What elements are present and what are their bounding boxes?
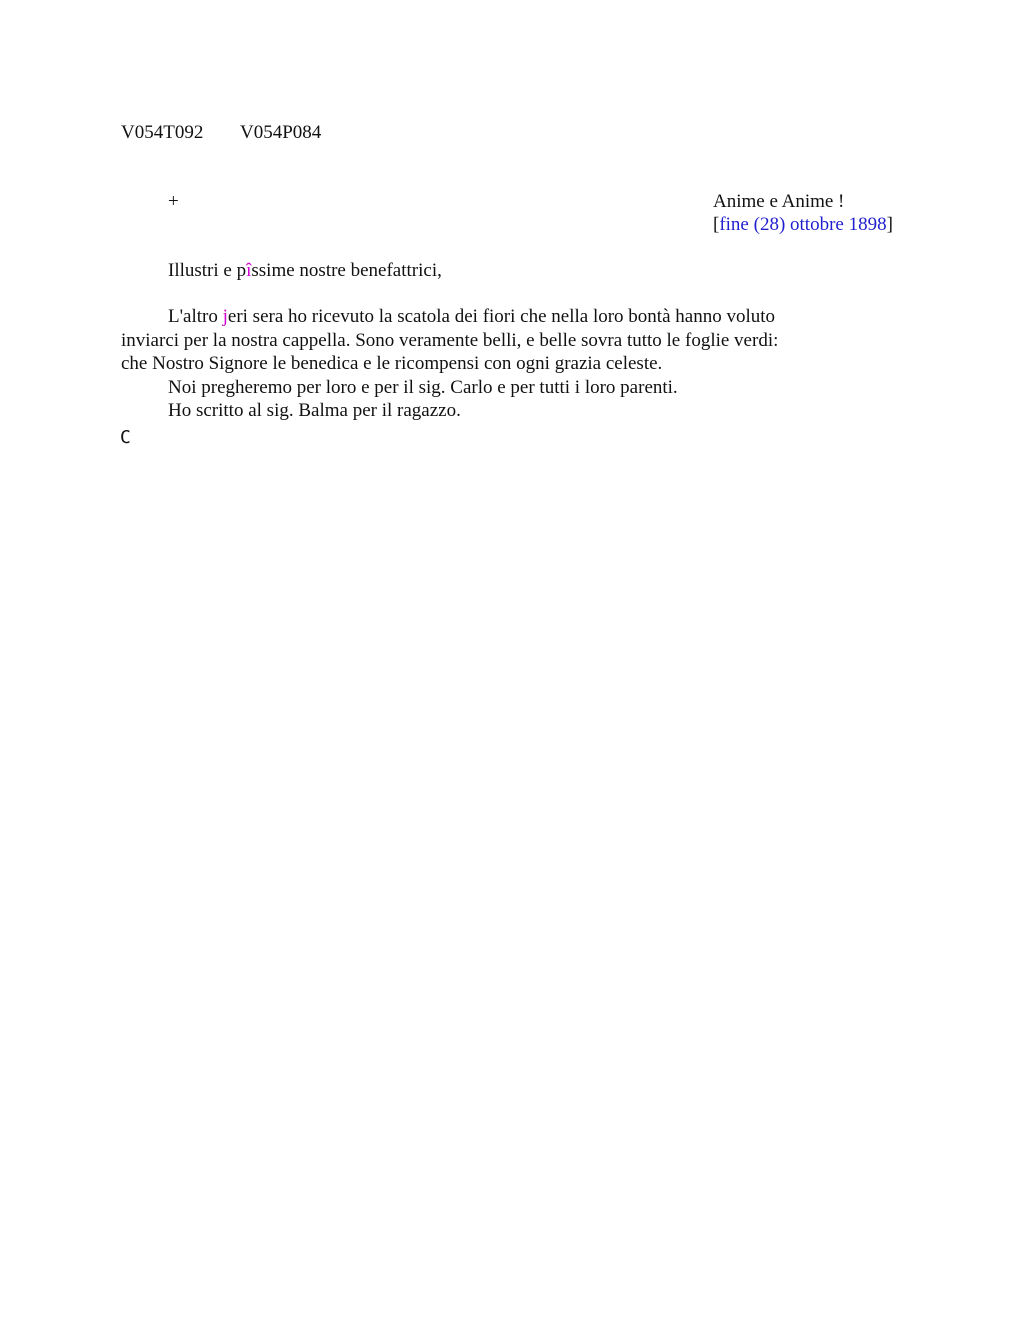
date-line — [713, 213, 893, 236]
letter-body — [121, 305, 831, 423]
date-bracket-close: ] — [886, 214, 893, 235]
addressee-heading: Anime e Anime ! — [713, 191, 845, 212]
volume-text-code: V054T092 — [121, 122, 204, 143]
date-text: fine (28) ottobre 1898 — [719, 214, 887, 235]
paragraph-1-line-1: L'altro jeri sera ho ricevuto la scatola dei fiori che nella loro bontà hanno voluto — [168, 306, 776, 327]
paragraph-1-line-3: che Nostro Signore le benedica e le ricompensi con ogni grazia celeste. — [121, 353, 663, 374]
paragraph-2: Noi pregheremo per loro e per il sig. Carlo e per tutti i loro parenti. — [168, 376, 678, 398]
variant-mark: j — [222, 306, 228, 327]
footer-mark: C — [120, 427, 131, 448]
variant-mark: î — [246, 260, 252, 281]
paragraph-3: Ho scritto al sig. Balma per il ragazzo. — [168, 400, 461, 421]
date-bracket-open: [ — [713, 214, 720, 235]
cross-mark: + — [168, 191, 179, 212]
salutation: Illustri e pîssime nostre benefattrici, — [168, 260, 442, 281]
volume-page-code: V054P084 — [240, 122, 322, 143]
paragraph-1-line-2: inviarci per la nostra cappella. Sono veramente belli, e belle sovra tutto le foglie verdi: — [121, 329, 779, 351]
